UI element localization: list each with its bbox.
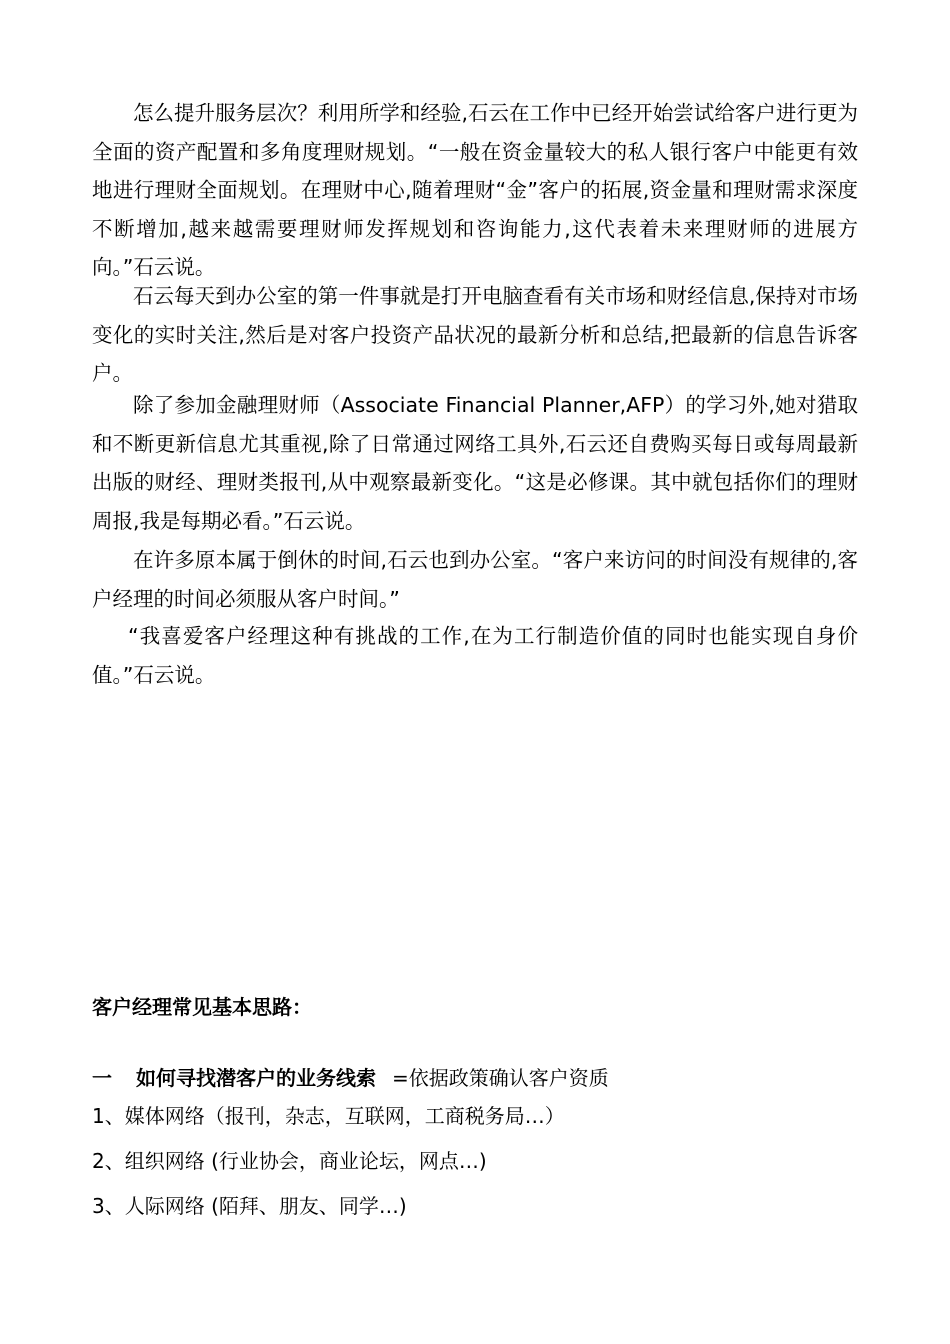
paragraph-daily-routine: 石云每天到办公室的第一件事就是打开电脑查看有关市场和财经信息,保持对市场变化的实时关注,然后是对客户投资产品状况的最新分析和总结,把最新的信息告诉客户。 (92, 284, 858, 385)
list-item-personal-network: 3、人际网络 (陌拜、朋友、同学…) (92, 1194, 407, 1218)
section-title: 如何寻找潜客户的业务线索 (136, 1066, 376, 1090)
paragraph-rest-time: 在许多原本属于倒休的时间,石云也到办公室。“客户来访问的时间没有规律的,客户经理的时间必须服从客户时间。” (92, 548, 858, 611)
paragraph-challenge-quote: “我喜爱客户经理这种有挑战的工作,在为工行制造价值的同时也能实现自身价值。”石云说。 (92, 624, 858, 687)
list-item-media-network: 1、媒体网络（报刊，杂志，互联网，工商税务局…） (92, 1104, 565, 1128)
section-heading: 客户经理常见基本思路： (92, 995, 312, 1019)
paragraph-afp-study: 除了参加金融理财师（Associate Financial Planner,AFP）的学习外,她对猎取和不断更新信息尤其重视,除了日常通过网络工具外,石云还自费购买每日或每周最新出版的财经、理财类报刊,从中观察最新变化。“这是必修课。其中就包括你们的理财周报,我是每期必看。”石云说。 (92, 393, 858, 533)
section-subtitle: =依据政策确认客户资质 (392, 1066, 609, 1090)
list-item-organization-network: 2、组织网络 (行业协会，商业论坛，网点…) (92, 1149, 487, 1173)
section-subheading (92, 1062, 609, 1094)
section-number: 一 (92, 1066, 112, 1090)
paragraph-service-level: 怎么提升服务层次？利用所学和经验,石云在工作中已经开始尝试给客户进行更为全面的资产配置和多角度理财规划。“一般在资金量较大的私人银行客户中能更有效地进行理财全面规划。在理财中心,随着理财“金”客户的拓展,资金量和理财需求深度不断增加,越来越需要理财师发挥规划和咨询能力,这代表着未来理财师的进展方向。”石云说。 (92, 101, 858, 279)
